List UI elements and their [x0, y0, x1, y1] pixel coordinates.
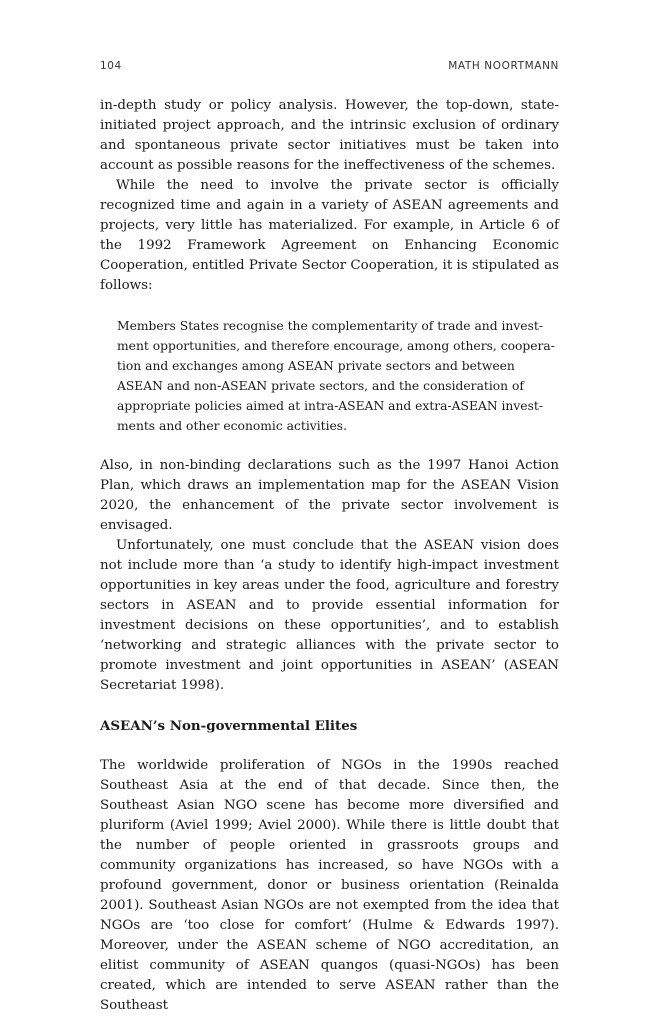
- running-author: MATH NOORTMANN: [448, 60, 559, 72]
- page-number: 104: [100, 60, 122, 72]
- paragraph: While the need to involve the private sector is officially recognized time and again in a variety of ASEAN agreements and projects, very little has materialized. For example, in Article 6 of the 1992 Framework Agreement on Enhancing Economic Cooperation, entitled Private Sector Cooperation, it is stipulated as follows:: [100, 178, 559, 293]
- running-head: [100, 60, 559, 76]
- paragraph: Unfortunately, one must conclude that the ASEAN vision does not include more than ‘a study to identify high-impact investment opportunities in key areas under the food, agriculture and forestry sectors in ASEAN and to provide essential information for investment decisions on these opportunities’, and to establish ‘networking and strategic alliances with the private sector to promote investment and joint opportunities in ASEAN’ (ASEAN Secretariat 1998).: [100, 538, 559, 693]
- block-quote-line: ASEAN and non-ASEAN private sectors, and the consideration of: [117, 379, 524, 393]
- paragraph: Also, in non-binding declarations such as the 1997 Hanoi Action Plan, which draws an implementation map for the ASEAN Vision 2020, the enhancement of the private sector involvement is envisaged.: [100, 458, 559, 533]
- block-quote-line: Members States recognise the complementarity of trade and invest-: [117, 319, 543, 333]
- section-heading: ASEAN’s Non-governmental Elites: [100, 718, 358, 734]
- block-quote-line: ments and other economic activities.: [117, 419, 348, 433]
- block-quote-line: tion and exchanges among ASEAN private sectors and between: [117, 359, 515, 373]
- paragraph: The worldwide proliferation of NGOs in the 1990s reached Southeast Asia at the end of that decade. Since then, the Southeast Asian NGO scene has become more diversified and pluriform (Aviel 1999; Aviel 2000). While there is little doubt that the number of people oriented in grassroots groups and community organizations has increased, so have NGOs with a profound government, donor or business orientation (Reinalda 2001). Southeast Asian NGOs are not exempted from the idea that NGOs are ‘too close for comfort’ (Hulme & Edwards 1997). Moreover, under the ASEAN scheme of NGO accreditation, an elitist community of ASEAN quangos (quasi-NGOs) has been created, which are intended to serve ASEAN rather than the Southeast: [100, 758, 559, 1013]
- block-quote: [117, 316, 555, 436]
- block-quote-line: ment opportunities, and therefore encourage, among others, coopera-: [117, 339, 555, 353]
- paragraph-continued: in-depth study or policy analysis. However, the top-down, state-initiated project approach, and the intrinsic exclusion of ordinary and spontaneous private sector initiatives must be taken into account as possible reasons for the ineffectiveness of the schemes.: [100, 98, 559, 173]
- body-text: [100, 96, 559, 1016]
- block-quote-line: appropriate policies aimed at intra-ASEAN and extra-ASEAN invest-: [117, 399, 543, 413]
